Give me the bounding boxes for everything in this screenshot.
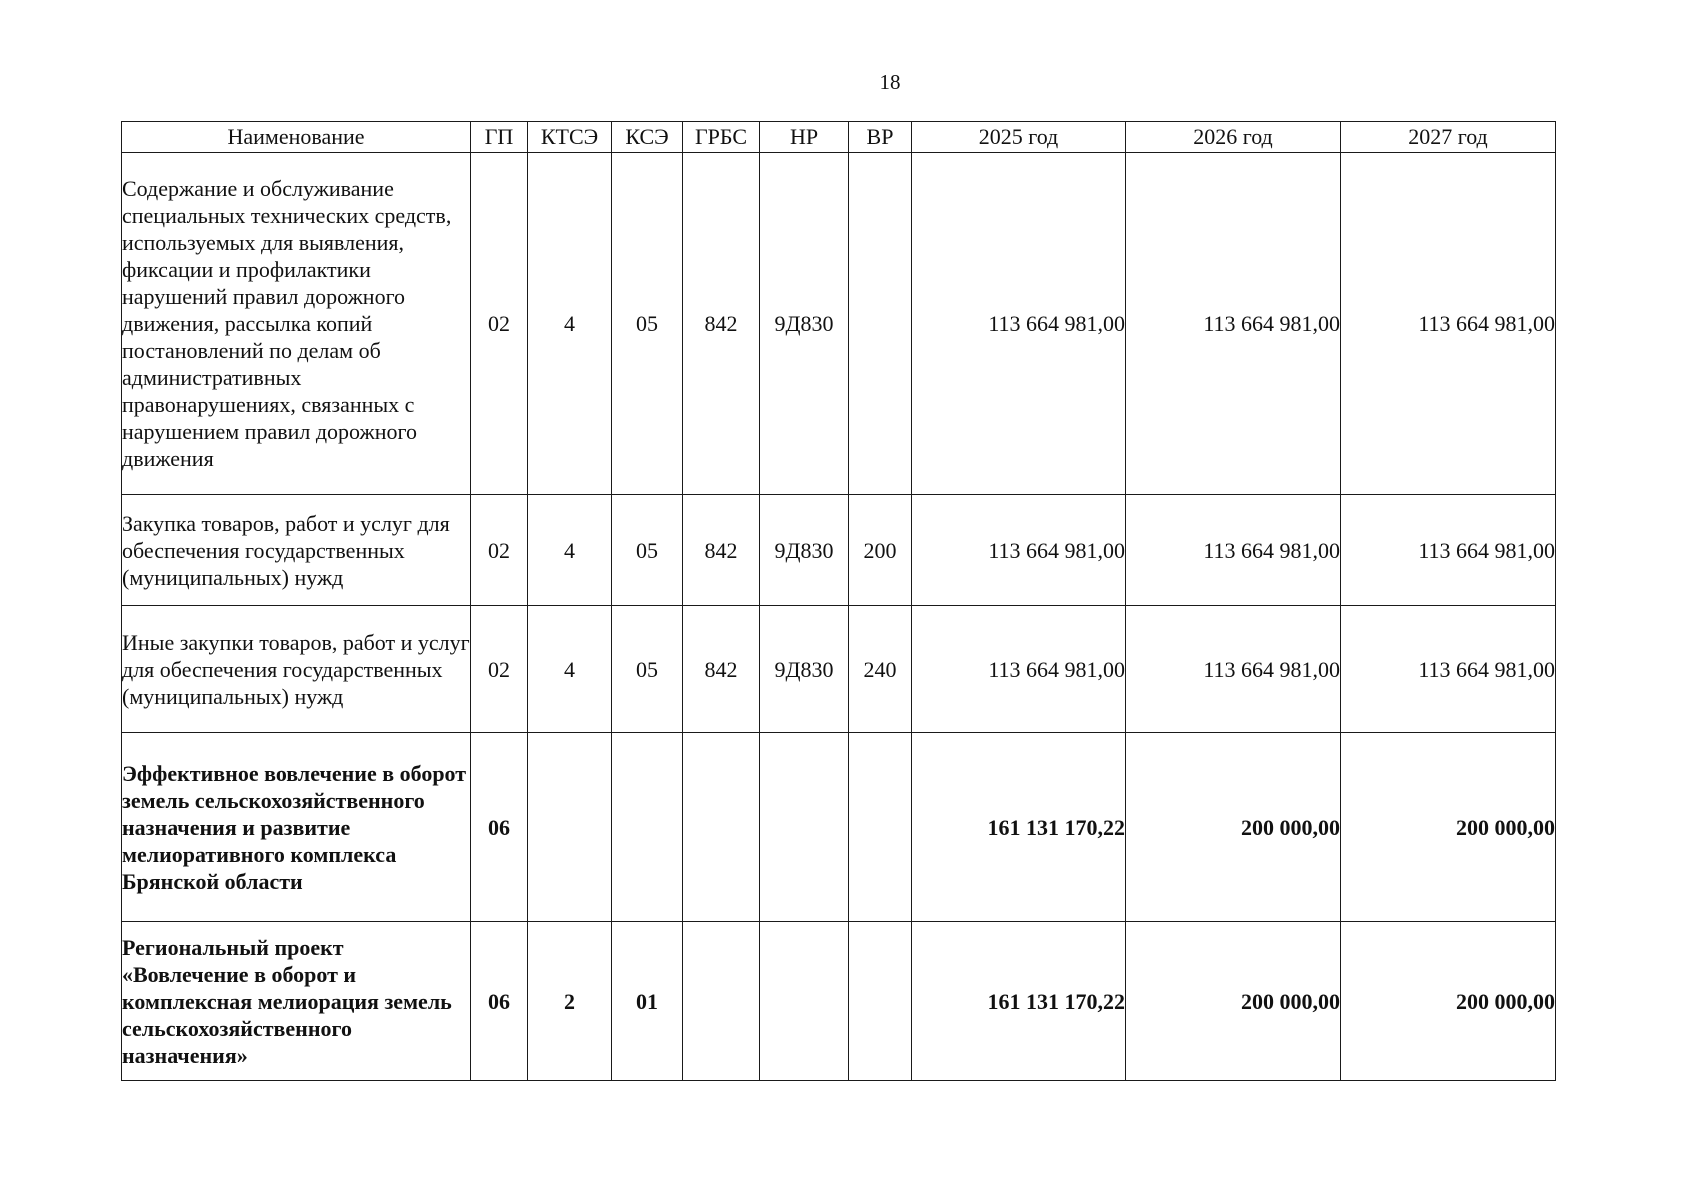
header-2027: 2027 год — [1341, 122, 1556, 153]
row-name: Иные закупки товаров, работ и услуг для обеспечения государственных (муниципальных) нужд — [122, 606, 471, 733]
row-gp: 02 — [471, 153, 528, 495]
row-2026: 200 000,00 — [1126, 922, 1341, 1081]
row-2027: 113 664 981,00 — [1341, 153, 1556, 495]
row-grbs — [683, 922, 760, 1081]
header-vr: ВР — [849, 122, 912, 153]
row-2026: 113 664 981,00 — [1126, 606, 1341, 733]
row-name: Эффективное вовлечение в оборот земель сельскохозяйственного назначения и развитие мелиоративного комплекса Брянской области — [122, 733, 471, 922]
row-2026: 113 664 981,00 — [1126, 153, 1341, 495]
row-2027: 200 000,00 — [1341, 922, 1556, 1081]
row-gp: 06 — [471, 733, 528, 922]
row-nr: 9Д830 — [760, 153, 849, 495]
header-2026: 2026 год — [1126, 122, 1341, 153]
header-grbs: ГРБС — [683, 122, 760, 153]
header-name: Наименование — [122, 122, 471, 153]
row-nr: 9Д830 — [760, 606, 849, 733]
row-vr — [849, 153, 912, 495]
row-2027: 113 664 981,00 — [1341, 606, 1556, 733]
row-ktse: 2 — [528, 922, 612, 1081]
row-2025: 161 131 170,22 — [912, 922, 1126, 1081]
row-grbs — [683, 733, 760, 922]
row-2025: 161 131 170,22 — [912, 733, 1126, 922]
page-number: 18 — [879, 70, 901, 94]
row-vr — [849, 922, 912, 1081]
table-row — [122, 495, 1556, 606]
row-vr — [849, 733, 912, 922]
row-kse: 05 — [612, 606, 683, 733]
row-2025: 113 664 981,00 — [912, 606, 1126, 733]
row-ktse: 4 — [528, 153, 612, 495]
row-grbs: 842 — [683, 495, 760, 606]
row-ktse: 4 — [528, 495, 612, 606]
header-nr: НР — [760, 122, 849, 153]
table-row — [122, 606, 1556, 733]
header-2025: 2025 год — [912, 122, 1126, 153]
row-grbs: 842 — [683, 606, 760, 733]
row-kse — [612, 733, 683, 922]
row-name: Закупка товаров, работ и услуг для обеспечения государственных (муниципальных) нужд — [122, 495, 471, 606]
table-row — [122, 733, 1556, 922]
row-ktse: 4 — [528, 606, 612, 733]
row-vr: 240 — [849, 606, 912, 733]
row-2027: 113 664 981,00 — [1341, 495, 1556, 606]
row-gp: 02 — [471, 495, 528, 606]
row-name: Региональный проект «Вовлечение в оборот и комплексная мелиорация земель сельскохозяйственного назначения» — [122, 922, 471, 1081]
row-name: Содержание и обслуживание специальных технических средств, используемых для выявления, фиксации и профилактики нарушений правил дорожного движения, рассылка копий постановлений по делам об административных правонарушениях, связанных с нарушением правил дорожного движения — [122, 153, 471, 495]
row-gp: 02 — [471, 606, 528, 733]
row-gp: 06 — [471, 922, 528, 1081]
header-gp: ГП — [471, 122, 528, 153]
row-grbs: 842 — [683, 153, 760, 495]
row-2025: 113 664 981,00 — [912, 153, 1126, 495]
row-nr: 9Д830 — [760, 495, 849, 606]
row-kse: 05 — [612, 495, 683, 606]
row-kse: 05 — [612, 153, 683, 495]
row-nr — [760, 922, 849, 1081]
table-row — [122, 922, 1556, 1081]
header-kse: КСЭ — [612, 122, 683, 153]
row-2026: 113 664 981,00 — [1126, 495, 1341, 606]
row-vr: 200 — [849, 495, 912, 606]
row-2026: 200 000,00 — [1126, 733, 1341, 922]
row-ktse — [528, 733, 612, 922]
row-nr — [760, 733, 849, 922]
row-2027: 200 000,00 — [1341, 733, 1556, 922]
header-ktse: КТСЭ — [528, 122, 612, 153]
row-kse: 01 — [612, 922, 683, 1081]
budget-table — [121, 121, 1556, 1081]
table-header-row — [122, 122, 1556, 153]
row-2025: 113 664 981,00 — [912, 495, 1126, 606]
table-row — [122, 153, 1556, 495]
